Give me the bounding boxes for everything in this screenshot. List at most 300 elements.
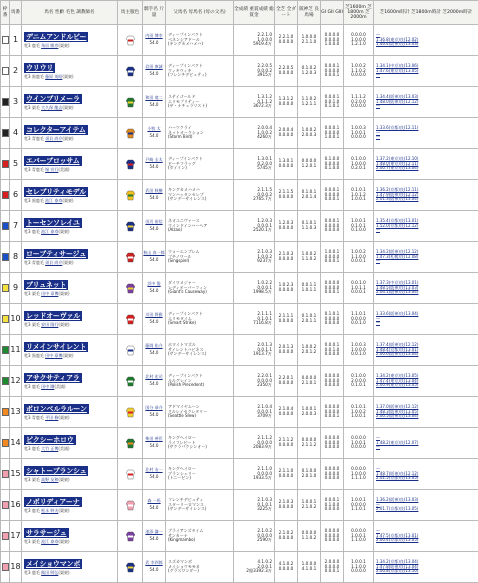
horse-name-link[interactable]: エバーブロッサム: [24, 156, 82, 166]
grade-cell: [321, 459, 344, 490]
best-time-1800-link[interactable]: 1.48.0(阪神)良(12.12): [376, 100, 478, 105]
total-prize: 5919.4万: [234, 42, 272, 47]
turf-record: 2.1.0.3: [275, 252, 297, 257]
trainer-link[interactable]: 大久保 龍志: [41, 105, 62, 110]
horse-name-link[interactable]: ブリュネット: [24, 280, 68, 290]
umaban: 5: [10, 149, 22, 180]
header-totals: 全成績 重賞成績 総賞金: [234, 1, 275, 25]
best-time-2000-link[interactable]: —: [376, 228, 478, 233]
silk-cell: [118, 459, 143, 490]
sex-age-color: 牝3 鹿毛: [24, 570, 40, 575]
weight: 54.0: [143, 134, 165, 139]
best-time-1800-link[interactable]: 1.47.4(東京)良(13.04): [376, 379, 478, 384]
best-time-1600-link[interactable]: 1.34.4(阪神)良(13.03): [376, 95, 478, 100]
best-time-1600-link[interactable]: 1.36.2(京都)良(12.11): [376, 188, 478, 193]
total-record: 2.2.0.5: [234, 64, 272, 69]
grade-cell: [321, 366, 344, 397]
horse-detail: [24, 323, 117, 328]
best-time-1800-link[interactable]: 1.52.0(京都)良(12.12): [376, 224, 478, 229]
distance-cell: [344, 366, 374, 397]
best-time-2000-link[interactable]: 2.01.7(京都)良(13.05): [376, 507, 478, 512]
best-time-cell: [374, 428, 478, 459]
table-row-5: [1, 149, 478, 180]
stable: (栗東): [62, 136, 73, 141]
best-time-2000-link[interactable]: 2.00.9(東京)良(13.05): [376, 383, 478, 388]
graded-record: 0.1.0.1: [234, 503, 272, 508]
dist-2000-record: 0.0.0.1: [344, 290, 373, 295]
sex-age-color: 牝3 鹿毛: [24, 43, 40, 48]
jockey-link[interactable]: 国分 恭介: [145, 405, 162, 410]
best-time-2000-link[interactable]: 2.00.8(京都)良(13.10): [376, 569, 478, 574]
jockey-silk-icon: [126, 159, 135, 170]
g1-record: 0.0.0.0: [321, 281, 343, 286]
graded-record: 0.2.0.0: [234, 162, 272, 167]
course-record: 1.0.0.1: [298, 407, 320, 412]
course-cell: [298, 118, 321, 149]
waku-color-swatch: [2, 532, 9, 540]
distance-cell: [344, 335, 374, 366]
damsire-name: (Alzao): [168, 228, 233, 233]
jockey-silk-icon: [126, 562, 135, 573]
total-record: 2.1.1.0: [234, 467, 272, 472]
horse-name-link[interactable]: ノボリディアーナ: [24, 497, 82, 507]
course-record: 0.1.0.1: [298, 190, 320, 195]
umaban: 4: [10, 118, 22, 149]
jockey-link[interactable]: 北村 友一: [145, 467, 162, 472]
grade-cell: [321, 118, 344, 149]
best-time-1600-link[interactable]: 1.37.2(東京)良(12.10): [376, 157, 478, 162]
dist-2000-record: 1.0.0.1: [344, 197, 373, 202]
horse-detail: [24, 385, 117, 390]
g2-record: 0.0.0.0: [321, 379, 343, 384]
totals-cell: [234, 87, 275, 118]
best-time-1600-link[interactable]: 1.33.6(阪神)良(13.04): [376, 312, 478, 317]
best-time-1800-link[interactable]: 1.48.4(京都)良(13.01): [376, 348, 478, 353]
g1-record: 0.0.0.1: [321, 343, 343, 348]
best-time-1600-link[interactable]: 1.37.0(阪神)良(12.12): [376, 405, 478, 410]
weight: 54.0: [143, 537, 165, 542]
weight: 54.0: [143, 227, 165, 232]
dist-1800-record: 1.0.1.1: [344, 286, 373, 291]
horse-name-link[interactable]: デニムアンドルビー: [24, 32, 88, 42]
total-prize: 1998.5万: [234, 290, 272, 295]
damsire-name: (サンデーサイレンス): [168, 197, 233, 202]
dist-2000-record: 0.1.0.1: [344, 383, 373, 388]
pedigree-cell: [166, 459, 234, 490]
dam-name: ライフレビート: [168, 441, 233, 446]
silk-band: [128, 411, 133, 413]
trainer-link[interactable]: 大竹 正博: [41, 446, 58, 451]
horse-name-link[interactable]: シャトーブランシュ: [24, 466, 88, 476]
sex-age-color: 牝3 栗毛: [24, 322, 40, 327]
pedigree-cell: [166, 273, 234, 304]
jockey-link[interactable]: 森 一馬: [147, 498, 160, 503]
umaban: 6: [10, 180, 22, 211]
table-row-10: [1, 304, 478, 335]
silk-band: [128, 163, 133, 165]
table-row-18: [1, 552, 478, 583]
waku-cell: [1, 273, 10, 304]
best-time-cell: [374, 242, 478, 273]
horse-detail: [24, 230, 117, 235]
total-record: 2.0.1.3: [234, 343, 272, 348]
best-time-1800-link[interactable]: 1.48.3(阪神)良(13.05): [376, 410, 478, 415]
turf-record: 2.2.0.5: [275, 66, 297, 71]
g2-record: 0.0.0.0: [321, 565, 343, 570]
jockey-cell: [143, 273, 166, 304]
trainer-link[interactable]: 池江 泰寿: [41, 539, 58, 544]
horse-cell: [22, 149, 118, 180]
best-time-2000-link[interactable]: 2.01.3(阪神)良(13.04): [376, 197, 478, 202]
dist-1800-record: 1.0.1.2: [344, 193, 373, 198]
course-cell: [298, 335, 321, 366]
dist-1800-record: 1.0.0.0: [344, 348, 373, 353]
total-record: 1.2.0.3: [234, 219, 272, 224]
trainer-link[interactable]: 堀 宣行: [45, 167, 58, 172]
horse-name-link[interactable]: コレクターアイテム: [24, 125, 88, 135]
silk-band: [128, 194, 133, 196]
best-time-1600-link[interactable]: 1.35.4(京都)良(13.01): [376, 219, 478, 224]
best-time-cell: [374, 335, 478, 366]
dist-1600-record: 0.0.0.0: [344, 33, 373, 38]
trainer-link[interactable]: 田中 章博: [45, 353, 62, 358]
graded-record: 0.0.0.1: [234, 286, 272, 291]
silk-cell: [118, 87, 143, 118]
best-time-1600-link[interactable]: 1.34.2(東京)良(13.05): [376, 374, 478, 379]
best-time-1800-link[interactable]: —: [376, 317, 478, 322]
trainer-link[interactable]: 高野 友和: [41, 477, 58, 482]
best-time-2000-link[interactable]: —: [376, 73, 478, 78]
horse-name-link[interactable]: ピクシーホロウ: [24, 435, 76, 445]
course-cell: [298, 552, 321, 583]
jockey-link[interactable]: 戸崎 圭太: [145, 157, 162, 162]
turf-cell: [275, 459, 298, 490]
umaban: 11: [10, 335, 22, 366]
g1-record: 0.0.0.1: [321, 64, 343, 69]
umaban: 17: [10, 521, 22, 552]
dam-name: レディオーバーフィン: [168, 286, 233, 291]
waku-cell: [1, 397, 10, 428]
dirt-record: 0.0.0.0: [275, 567, 297, 572]
jockey-link[interactable]: 川田 将雅: [145, 312, 162, 317]
damsire-name: (Giant's Causeway): [168, 290, 233, 295]
best-time-cell: [374, 552, 478, 583]
trainer-link[interactable]: 安田 隆行: [41, 322, 58, 327]
table-row-9: [1, 273, 478, 304]
pedigree-cell: [166, 335, 234, 366]
best-time-1600-link[interactable]: —: [376, 33, 478, 38]
umaban: 16: [10, 490, 22, 521]
horse-name-link[interactable]: ウインプリメーラ: [24, 94, 82, 104]
jockey-link[interactable]: 田辺 裕信: [145, 219, 162, 224]
best-time-1600-link[interactable]: —: [376, 436, 478, 441]
g1-record: 0.0.0.0: [321, 405, 343, 410]
g3-record: 0.0.0.0: [321, 476, 343, 481]
weight: 54.0: [143, 475, 165, 480]
total-record: 2.1.0.3: [234, 250, 272, 255]
horse-name-link[interactable]: サラサージュ: [24, 528, 69, 538]
graded-record: 0.0.1.1: [234, 348, 272, 353]
course-cell: [298, 56, 321, 87]
jockey-link[interactable]: 内田 博幸: [145, 33, 162, 38]
jockey-cell: [143, 552, 166, 583]
distance-cell: [344, 180, 374, 211]
table-row-12: [1, 366, 478, 397]
totals-cell: [234, 521, 275, 552]
dist-2000-record: 0.0.1.0: [344, 352, 373, 357]
waku-color-swatch: [2, 67, 9, 75]
dist-1600-record: 1.0.0.1: [344, 219, 373, 224]
best-time-1600-link[interactable]: 1.34.2(阪神)良(12.12): [376, 250, 478, 255]
total-record: 2.1.1.1: [234, 312, 272, 317]
course-record: 1.0.0.2: [298, 252, 320, 257]
best-time-1600-link[interactable]: 1.33.6(京都)良(12.11): [376, 126, 478, 131]
dirt-record: 0.0.0.0: [275, 412, 297, 417]
horse-name-link[interactable]: トーセンソレイユ: [24, 218, 82, 228]
best-time-1600-link[interactable]: 1.37.4(阪神)良(12.12): [376, 343, 478, 348]
jockey-silk-icon: [126, 252, 135, 263]
trainer-link[interactable]: 田中 章博: [41, 291, 58, 296]
good-track-record: 2.0.1.2: [298, 350, 320, 355]
damsire-name: (Storm Bird): [168, 135, 233, 140]
turf-cell: [275, 87, 298, 118]
pedigree-cell: [166, 490, 234, 521]
best-time-1800-link[interactable]: —: [376, 503, 478, 508]
dist-1600-record: 1.0.0.3: [344, 126, 373, 131]
total-record: 2.1.0.4: [234, 405, 272, 410]
horse-detail: [24, 540, 117, 545]
weight: 54.0: [143, 568, 165, 573]
trainer-link[interactable]: 角居 勝彦: [41, 43, 58, 48]
jockey-link[interactable]: 武 幸四郎: [145, 560, 162, 565]
best-time-2000-link[interactable]: 2.00.6(阪神)良(13.04): [376, 352, 478, 357]
best-time-1800-link[interactable]: 1.47.8(阪神)良(13.04): [376, 565, 478, 570]
jockey-link[interactable]: 柴田 善臣: [145, 436, 162, 441]
best-time-1800-link[interactable]: 1.48.5(阪神)良(13.03): [376, 286, 478, 291]
course-record: 1.1.0.2: [298, 97, 320, 102]
best-time-1800-link[interactable]: 1.47.3(札幌)良(12.08): [376, 255, 478, 260]
stable: (栗東): [58, 508, 69, 513]
sex-age-color: 牝3 栗毛: [24, 539, 40, 544]
table-row-6: [1, 180, 478, 211]
damsire-name: (フレンチデピュティ): [168, 73, 233, 78]
silk-band: [128, 225, 133, 227]
best-time-cell: [374, 397, 478, 428]
distance-cell: [344, 118, 374, 149]
pedigree-cell: [166, 56, 234, 87]
turf-record: 2.0.1.3: [275, 345, 297, 350]
waku-color-swatch: [2, 408, 9, 416]
best-time-1600-link[interactable]: 1.34.2(京都)良(13.04): [376, 560, 478, 565]
grade-cell: [321, 56, 344, 87]
weight: 54.0: [143, 41, 165, 46]
best-time-1800-link[interactable]: 1.48.2(東京)良(12.07): [376, 441, 478, 446]
best-time-2000-link[interactable]: 2.02.5(京都)良(13.05): [376, 476, 478, 481]
dirt-record: 0.0.0.0: [275, 319, 297, 324]
g2-record: 0.0.0.0: [321, 472, 343, 477]
horse-name-link[interactable]: セレブリティモデル: [24, 187, 88, 197]
horse-detail: [24, 106, 117, 111]
waku-color-swatch: [2, 439, 9, 447]
trainer-link[interactable]: 平田 修: [45, 415, 58, 420]
jockey-link[interactable]: 浜中 俊: [147, 281, 160, 286]
g2-record: 0.0.0.0: [321, 410, 343, 415]
dist-1600-record: 1.0.0.2: [344, 64, 373, 69]
table-row-8: [1, 242, 478, 273]
waku-color-swatch: [2, 563, 9, 571]
jockey-link[interactable]: 小牧 太: [147, 126, 160, 131]
waku-cell: [1, 366, 10, 397]
waku-cell: [1, 521, 10, 552]
best-time-1600-link[interactable]: 1.37.3(中京)良(13.01): [376, 281, 478, 286]
graded-record: 0.0.0.2: [234, 69, 272, 74]
trainer-link[interactable]: 池江 泰寿: [45, 198, 62, 203]
totals-cell: [234, 366, 275, 397]
waku-cell: [1, 180, 10, 211]
dist-1800-record: 0.2.0.0: [344, 100, 373, 105]
horse-name-link[interactable]: リメインサイレント: [24, 342, 88, 352]
jockey-cell: [143, 149, 166, 180]
g1-record: 0.0.0.0: [321, 436, 343, 441]
distance-cell: [344, 521, 374, 552]
g1-record: 1.0.0.1: [321, 250, 343, 255]
silk-band: [128, 504, 133, 506]
jockey-link[interactable]: 武田 秋樹: [145, 188, 162, 193]
jockey-link[interactable]: 岩田 康誠: [145, 64, 162, 69]
turf-cell: [275, 521, 298, 552]
horse-name-link[interactable]: ウリウリ: [24, 63, 55, 73]
sire-name: ブライアンズタイム: [168, 529, 233, 534]
graded-record: 1.0.0.2: [234, 131, 272, 136]
best-time-2000-link[interactable]: —: [376, 135, 478, 140]
g1-record: 0.0.0.1: [321, 188, 343, 193]
best-time-2000-link[interactable]: —: [376, 104, 478, 109]
best-time-2000-link[interactable]: 2.04.1(阪神)良(13.04): [376, 290, 478, 295]
turf-cell: [275, 552, 298, 583]
silk-band: [128, 132, 133, 134]
total-prize: 1933.5万: [234, 476, 272, 481]
jockey-link[interactable]: 北村 宏司: [145, 374, 162, 379]
stable: (栗東): [58, 415, 69, 420]
distance-cell: [344, 273, 374, 304]
trainer-link[interactable]: 須貝 尚介: [45, 260, 62, 265]
best-time-1600-link[interactable]: 1.36.2(阪神)良(13.03): [376, 498, 478, 503]
stable: (美浦): [58, 167, 69, 172]
waku-cell: [1, 211, 10, 242]
jockey-link[interactable]: 和田 竜二: [145, 95, 162, 100]
dist-1800-record: 1.0.0.1: [344, 534, 373, 539]
jockey-link[interactable]: 池添 謙一: [145, 529, 162, 534]
g3-record: 0.0.0.0: [321, 445, 343, 450]
turf-record: 2.1.0.4: [275, 407, 297, 412]
best-time-2000-link[interactable]: 2.00.4(京都)良(13.05): [376, 538, 478, 543]
best-time-1800-link[interactable]: 1.48.0(東京)良(12.11): [376, 162, 478, 167]
best-time-1800-link[interactable]: 1.47.6(東京)良(13.05): [376, 69, 478, 74]
trainer-link[interactable]: 田中 剛: [41, 384, 54, 389]
dist-1800-record: 0.0.0.0: [344, 317, 373, 322]
turf-record: 2.2.0.1: [275, 376, 297, 381]
turf-cell: [275, 397, 298, 428]
best-time-cell: [374, 87, 478, 118]
turf-cell: [275, 335, 298, 366]
distance-cell: [344, 428, 374, 459]
jockey-silk-icon: [126, 97, 135, 108]
best-time-1600-link[interactable]: 1.34.1(中京)良(13.06): [376, 64, 478, 69]
weight: 54.0: [143, 165, 165, 170]
best-time-2000-link[interactable]: 1.46.4(阪神)良(13.03): [376, 42, 478, 47]
course-cell: [298, 490, 321, 521]
damsire-name: (トニービン): [168, 476, 233, 481]
horse-name-link[interactable]: ボロンベルラルーン: [24, 404, 89, 414]
graded-record: 1.0.0.0: [234, 38, 272, 43]
best-time-1600-link[interactable]: —: [376, 529, 478, 534]
totals-cell: [234, 428, 275, 459]
g3-record: 0.0.0.0: [321, 228, 343, 233]
total-record: 2.1.0.3: [234, 498, 272, 503]
turf-record: 2.1.1.5: [275, 190, 297, 195]
best-time-cell: [374, 490, 478, 521]
trainer-link[interactable]: 池江 泰寿: [41, 229, 58, 234]
g1-record: 0.1.0.1: [321, 312, 343, 317]
horse-name-link[interactable]: アサクサティアラ: [24, 373, 82, 383]
dirt-record: 0.0.0.0: [275, 474, 297, 479]
grade-cell: [321, 304, 344, 335]
dist-2000-record: 0.0.0.0: [344, 569, 373, 574]
turf-cell: [275, 490, 298, 521]
umaban: 9: [10, 273, 22, 304]
course-cell: [298, 428, 321, 459]
best-time-1800-link[interactable]: 1.47.5(京都)良(13.01): [376, 534, 478, 539]
best-time-2000-link[interactable]: 2.00.7(東京)良(13.04): [376, 166, 478, 171]
best-time-1600-link[interactable]: —: [376, 467, 478, 472]
jockey-cell: [143, 490, 166, 521]
dam-name: エリモプリティー: [168, 100, 233, 105]
sire-name: ダイワメジャー: [168, 281, 233, 286]
waku-cell: [1, 242, 10, 273]
stable: (栗東): [58, 477, 69, 482]
best-time-2000-link[interactable]: 2.00.5(阪神)良(13.04): [376, 414, 478, 419]
good-track-record: 2.0.0.3: [298, 412, 320, 417]
trainer-link[interactable]: 飯田 明弘: [41, 570, 58, 575]
best-time-2000-link[interactable]: —: [376, 321, 478, 326]
jockey-link[interactable]: 秋山 真一郎: [143, 250, 164, 255]
horse-name-link[interactable]: レッドオーヴァル: [24, 311, 82, 321]
best-time-1800-link[interactable]: —: [376, 131, 478, 136]
trainer-link[interactable]: 松永 幹夫: [41, 508, 58, 513]
dirt-record: 0.0.0.0: [275, 164, 297, 169]
total-prize: 4260万: [234, 135, 272, 140]
good-track-record: 1.2.0.1: [298, 164, 320, 169]
best-time-1800-link[interactable]: 1.36.8(東京)良(12.02): [376, 38, 478, 43]
jockey-silk-icon: [126, 128, 135, 139]
dirt-record: 0.0.0.0: [275, 536, 297, 541]
good-track-record: 1.1.0.3: [298, 226, 320, 231]
jockey-link[interactable]: 藤岡 佑介: [145, 343, 162, 348]
dist-1800-record: 1.0.0.0: [344, 38, 373, 43]
good-track-record: 1.2.0.3: [298, 71, 320, 76]
jockey-silk-icon: [126, 345, 135, 356]
best-time-1800-link[interactable]: 1.47.9(阪神)良(12.12): [376, 193, 478, 198]
horse-name-link[interactable]: ローブティサージュ: [24, 249, 88, 259]
trainer-link[interactable]: 藤原 英昭: [45, 74, 62, 79]
silk-band: [128, 535, 133, 537]
pedigree-cell: [166, 428, 234, 459]
best-time-2000-link[interactable]: —: [376, 445, 478, 450]
horse-name-link[interactable]: メイショウマンボ: [24, 559, 82, 569]
best-time-2000-link[interactable]: —: [376, 259, 478, 264]
trainer-link[interactable]: 須貝 尚介: [45, 136, 62, 141]
best-time-1800-link[interactable]: 1.48.7(阪神)良(12.12): [376, 472, 478, 477]
